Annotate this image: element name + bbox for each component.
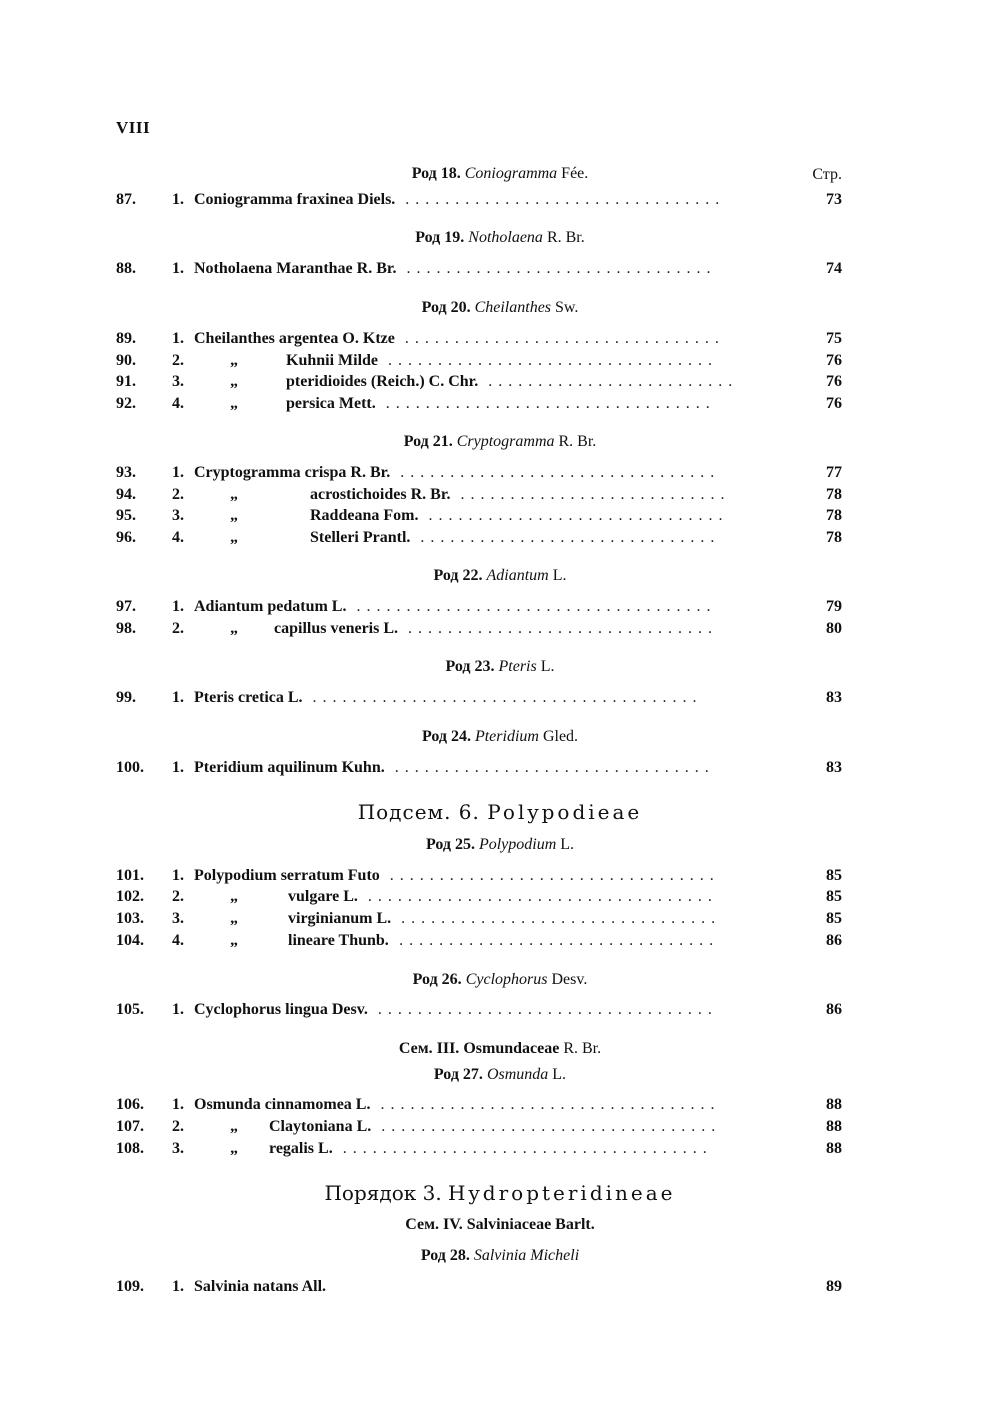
entry-name: vulgare L.: [288, 888, 358, 905]
genus-author: Desv.: [551, 971, 588, 988]
entry-index: 2.: [172, 620, 184, 637]
page-ref: 88: [826, 1096, 842, 1113]
entry-number: 100.: [116, 759, 144, 776]
genus-heading: [0, 1246, 1000, 1266]
list-item: [0, 527, 1000, 549]
genus-rank: Род 20.: [421, 299, 471, 316]
page-number: VIII: [116, 118, 151, 137]
page-ref: 74: [826, 260, 842, 277]
genus-rank: Род 24.: [421, 728, 471, 745]
page-ref: 78: [826, 507, 842, 524]
list-item: [0, 757, 1000, 779]
ditto-mark: „: [230, 1140, 238, 1157]
list-item: [0, 1116, 1000, 1138]
genus-name: Pteris: [498, 658, 537, 675]
entry-index: 1.: [172, 759, 184, 776]
genus-rank: Род 23.: [445, 658, 495, 675]
genus-rank: Род 21.: [403, 433, 453, 450]
list-item: [0, 1094, 1000, 1116]
page-ref: 73: [826, 191, 842, 208]
entry-name: Pteridium aquilinum Kuhn.: [194, 759, 385, 776]
entry-number: 90.: [116, 352, 136, 369]
ditto-mark: „: [230, 395, 238, 412]
entry-index: 1.: [172, 464, 184, 481]
entry-number: 95.: [116, 507, 136, 524]
family-heading: [0, 1215, 1000, 1235]
page-ref: 77: [826, 464, 842, 481]
list-item: [0, 484, 1000, 506]
subfamily-heading: [0, 800, 1000, 824]
entry-number: 108.: [116, 1140, 144, 1157]
genus-rank: Род 19.: [415, 229, 465, 246]
genus-name: Salvinia: [473, 1247, 527, 1264]
order-heading: [0, 1181, 1000, 1205]
page-ref: 86: [826, 1001, 842, 1018]
entry-name: Cryptogramma crispa R. Br.: [194, 464, 391, 481]
entry-number: 103.: [116, 910, 144, 927]
genus-author: Micheli: [530, 1247, 580, 1264]
entry-name: Polypodium serratum Futo: [194, 867, 380, 884]
entry-name: regalis L.: [269, 1140, 333, 1157]
entry-index: 1.: [172, 867, 184, 884]
order-rank: Порядок 3.: [324, 1181, 442, 1205]
entry-name: Cheilanthes argentea O. Ktze: [194, 330, 395, 347]
genus-name: Osmunda: [486, 1066, 549, 1083]
leader-dots: ................................: [399, 932, 720, 949]
genus-rank: Род 25.: [425, 836, 475, 853]
entry-name: Claytoniana L.: [269, 1118, 372, 1135]
leader-dots: .........................: [488, 373, 739, 390]
entry-index: 2.: [172, 486, 184, 503]
page-ref: 76: [826, 373, 842, 390]
entry-number: 99.: [116, 689, 136, 706]
genus-rank: Род 27.: [433, 1066, 483, 1083]
entry-name: Notholaena Maranthae R. Br.: [194, 260, 397, 277]
entry-name: Cyclophorus lingua Desv.: [194, 1001, 368, 1018]
genus-heading: [0, 432, 1000, 452]
list-item: [0, 999, 1000, 1021]
leader-dots: ....................................: [356, 598, 717, 615]
entry-index: 1.: [172, 260, 184, 277]
genus-name: Polypodium: [478, 836, 557, 853]
page-ref: 80: [826, 620, 842, 637]
list-item: [0, 371, 1000, 393]
leader-dots: ................................: [400, 464, 721, 481]
entry-name: capillus veneris L.: [274, 620, 399, 637]
list-item: [0, 393, 1000, 415]
entry-index: 3.: [172, 1140, 184, 1157]
genus-heading: [0, 970, 1000, 990]
subfamily-name: Polypodieae: [487, 800, 643, 824]
family-name: Osmundaceae: [463, 1040, 560, 1057]
entry-number: 94.: [116, 486, 136, 503]
entry-number: 87.: [116, 191, 136, 208]
entry-index: 1.: [172, 1001, 184, 1018]
list-item: [0, 886, 1000, 908]
entry-name: virginianum L.: [288, 910, 392, 927]
genus-name: Pteridium: [474, 728, 539, 745]
entry-name: persica Mett.: [286, 395, 376, 412]
entry-name: lineare Thunb.: [288, 932, 389, 949]
entry-name: Kuhnii Milde: [286, 352, 379, 369]
family-rank: Сем. IV.: [405, 1216, 463, 1233]
entry-name: pteridioides (Reich.) C. Chr.: [286, 373, 479, 390]
entry-name: Osmunda cinnamomea L.: [194, 1096, 371, 1113]
leader-dots: ..................................: [380, 1096, 721, 1113]
entry-name: Raddeana Fom.: [310, 507, 419, 524]
genus-heading: [0, 727, 1000, 747]
list-item: [0, 462, 1000, 484]
genus-rank: Род 18.: [411, 165, 461, 182]
genus-author: L.: [540, 658, 555, 675]
entry-number: 105.: [116, 1001, 144, 1018]
entry-name: Adiantum pedatum L.: [194, 598, 347, 615]
leader-dots: .................................: [388, 352, 719, 369]
genus-author: L.: [552, 567, 567, 584]
leader-dots: ..............................: [420, 529, 721, 546]
leader-dots: ................................: [405, 191, 726, 208]
family-name: Salviniaceae Barlt.: [466, 1216, 595, 1233]
list-item: [0, 930, 1000, 952]
entry-index: 1.: [172, 330, 184, 347]
leader-dots: ...........................: [460, 486, 731, 503]
genus-author: R. Br.: [546, 229, 585, 246]
list-item: [0, 258, 1000, 280]
list-item: [0, 618, 1000, 640]
entry-number: 101.: [116, 867, 144, 884]
page-ref: 83: [826, 759, 842, 776]
page-ref: 76: [826, 352, 842, 369]
genus-author: R. Br.: [558, 433, 597, 450]
genus-name: Cyclophorus: [465, 971, 548, 988]
leader-dots: ..................................: [381, 1118, 722, 1135]
genus-rank: Род 28.: [420, 1247, 470, 1264]
list-item: [0, 596, 1000, 618]
entry-index: 3.: [172, 373, 184, 390]
list-item: [0, 505, 1000, 527]
entry-number: 102.: [116, 888, 144, 905]
entry-index: 1.: [172, 689, 184, 706]
entry-number: 96.: [116, 529, 136, 546]
genus-name: Cheilanthes: [474, 299, 552, 316]
page-ref: 79: [826, 598, 842, 615]
genus-author: Fée.: [561, 165, 589, 182]
ditto-mark: „: [230, 529, 238, 546]
entry-index: 1.: [172, 1278, 184, 1295]
entry-number: 88.: [116, 260, 136, 277]
entry-name: Stelleri Prantl.: [310, 529, 411, 546]
entry-number: 98.: [116, 620, 136, 637]
genus-author: L.: [552, 1066, 567, 1083]
entry-index: 4.: [172, 529, 184, 546]
page-ref: 83: [826, 689, 842, 706]
ditto-mark: „: [230, 507, 238, 524]
order-name: Hydropteridineae: [448, 1181, 676, 1205]
entry-name: Pteris cretica L.: [194, 689, 303, 706]
leader-dots: ................................: [394, 759, 715, 776]
entry-index: 2.: [172, 352, 184, 369]
ditto-mark: „: [230, 888, 238, 905]
entry-number: 104.: [116, 932, 144, 949]
page-ref: 88: [826, 1140, 842, 1157]
genus-author: L.: [560, 836, 575, 853]
genus-heading: [0, 835, 1000, 855]
entry-index: 4.: [172, 932, 184, 949]
genus-rank: Род 22.: [433, 567, 483, 584]
leader-dots: ..............................: [428, 507, 729, 524]
entry-index: 1.: [172, 191, 184, 208]
leader-dots: ...............................: [408, 620, 718, 637]
entry-index: 1.: [172, 598, 184, 615]
ditto-mark: „: [230, 910, 238, 927]
genus-heading: [0, 164, 1000, 184]
leader-dots: .................................: [389, 867, 720, 884]
genus-heading: [0, 657, 1000, 677]
entry-number: 92.: [116, 395, 136, 412]
subfamily-rank: Подсем. 6.: [357, 800, 480, 824]
entry-name: acrostichoides R. Br.: [310, 486, 451, 503]
genus-rank: Род 26.: [412, 971, 462, 988]
genus-name: Coniogramma: [464, 165, 558, 182]
entry-number: 93.: [116, 464, 136, 481]
list-item: [0, 908, 1000, 930]
leader-dots: ...................................: [367, 888, 718, 905]
entry-index: 3.: [172, 910, 184, 927]
entry-name: Salvinia natans All.: [194, 1278, 327, 1295]
genus-heading: [0, 1065, 1000, 1085]
family-rank: Сем. III.: [398, 1040, 460, 1057]
genus-name: Notholaena: [468, 229, 543, 246]
entry-name: Coniogramma fraxinea Diels.: [194, 191, 396, 208]
genus-author: Sw.: [555, 299, 579, 316]
leader-dots: ...............................: [406, 260, 717, 277]
entry-number: 106.: [116, 1096, 144, 1113]
leader-dots: .....................................: [342, 1140, 713, 1157]
ditto-mark: „: [230, 932, 238, 949]
leader-dots: ................................: [401, 910, 722, 927]
page-ref: 85: [826, 888, 842, 905]
page-ref: 76: [826, 395, 842, 412]
ditto-mark: „: [230, 373, 238, 390]
page-ref: 85: [826, 867, 842, 884]
entry-number: 97.: [116, 598, 136, 615]
page-ref: 78: [826, 486, 842, 503]
list-item: [0, 328, 1000, 350]
genus-name: Adiantum: [486, 567, 549, 584]
genus-heading: [0, 228, 1000, 248]
list-item: [0, 865, 1000, 887]
ditto-mark: „: [230, 352, 238, 369]
list-item: [0, 350, 1000, 372]
family-heading: [0, 1039, 1000, 1059]
page-ref: 78: [826, 529, 842, 546]
entry-number: 91.: [116, 373, 136, 390]
list-item: [0, 1138, 1000, 1160]
page-ref: 89: [826, 1278, 842, 1295]
entry-index: 1.: [172, 1096, 184, 1113]
page-column-header: Стр.: [812, 166, 842, 183]
leader-dots: .................................: [385, 395, 716, 412]
genus-name: Cryptogramma: [456, 433, 555, 450]
genus-heading: [0, 298, 1000, 318]
genus-heading: [0, 566, 1000, 586]
list-item: [0, 189, 1000, 211]
entry-number: 89.: [116, 330, 136, 347]
leader-dots: .......................................: [312, 689, 703, 706]
leader-dots: ................................: [404, 330, 725, 347]
ditto-mark: „: [230, 620, 238, 637]
page-ref: 85: [826, 910, 842, 927]
genus-author: Gled.: [542, 728, 579, 745]
leader-dots: ..................................: [377, 1001, 718, 1018]
entry-index: 2.: [172, 888, 184, 905]
ditto-mark: „: [230, 1118, 238, 1135]
entry-index: 4.: [172, 395, 184, 412]
page-ref: 88: [826, 1118, 842, 1135]
page-ref: 86: [826, 932, 842, 949]
list-item: [0, 687, 1000, 709]
entry-number: 107.: [116, 1118, 144, 1135]
family-author: R. Br.: [563, 1040, 602, 1057]
entry-index: 3.: [172, 507, 184, 524]
page-ref: 75: [826, 330, 842, 347]
list-item: [0, 1276, 1000, 1298]
ditto-mark: „: [230, 486, 238, 503]
entry-index: 2.: [172, 1118, 184, 1135]
entry-number: 109.: [116, 1278, 144, 1295]
